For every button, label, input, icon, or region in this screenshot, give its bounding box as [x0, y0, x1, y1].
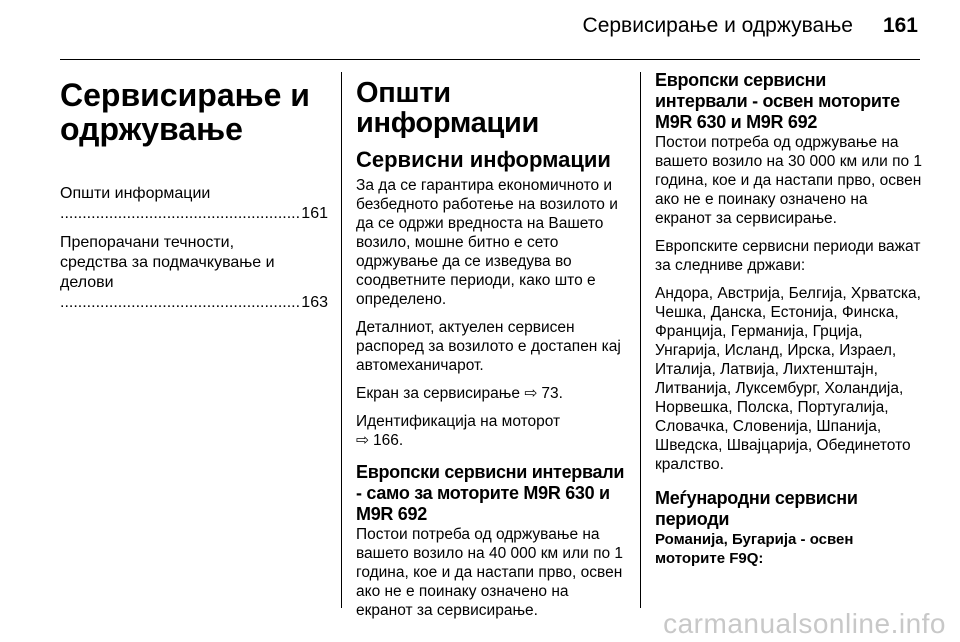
left-column — [60, 70, 328, 322]
watermark: carmanualsonline.info — [663, 608, 946, 639]
section-title: Општи информации — [356, 77, 540, 139]
paragraph: Постои потреба од одржување на вашето возило на 30 000 км или по 1 година, кое и да настапи прво, освен ако не е поинаку означено на екранот за сервисирање. — [655, 134, 923, 227]
toc-entry-page: 161 — [301, 205, 328, 222]
subsection-title: Сервисни информации — [356, 147, 611, 172]
paragraph-service-display-ref — [356, 384, 626, 403]
paragraph-engine-id-ref — [356, 412, 626, 450]
page-reference-link[interactable]: 166. — [373, 432, 404, 449]
heading-intervals-except-m9r: Европски сервисни интервали - освен моторите M9R 630 и M9R 692 — [655, 70, 900, 132]
paragraph: Европските сервисни периоди важат за следниве држави: — [655, 238, 921, 274]
ref-text: Идентификација на моторот — [356, 413, 561, 430]
heading-romania-bulgaria: Романија, Бугарија - освен моторите F9Q: — [655, 531, 854, 567]
paragraph: Постои потреба од одржување на вашето возило на 40 000 км или по 1 година, кое и да настапи прво, освен ако не е поинаку означено на екранот за сервисирање. — [356, 526, 624, 619]
right-column — [655, 70, 923, 568]
page-reference-link[interactable]: 73. — [541, 385, 563, 402]
ref-text: Екран за сервисирање — [356, 385, 521, 402]
arrow-icon: ⇨ — [524, 385, 538, 402]
paragraph: За да се гарантира економичното и безбедното работење на возилото и да се одржи вредноста на Вашето возило, мошне битно е сето одржување да се изведува во соодветните периоди, како што е определено. — [356, 177, 618, 308]
toc-entry-page: 163 — [301, 294, 328, 311]
heading-international-periods: Меѓународни сервисни периоди — [655, 488, 858, 529]
toc-entry-fluids[interactable] — [60, 233, 328, 313]
arrow-icon: ⇨ — [356, 432, 369, 449]
paragraph: Деталниот, актуелен сервисен распоред за возилото е достапен кај автомеханичарот. — [356, 319, 621, 374]
chapter-title: Сервисирање и одржување — [60, 77, 310, 147]
paragraph-country-list: Андора, Австрија, Белгија, Хрватска, Чешка, Данска, Естонија, Финска, Франција, Германија, Грција, Унгарија, Исланд, Ирска, Израел, Италија, Латвија, Лихтенштајн, Литванија, Луксембург, Холандија, Норвешка, Полска, Португалија, Словачка, Словенија, Шпанија, Шведска, Швајцарија, Обединетото кралство. — [655, 285, 921, 473]
toc-entry-general-info[interactable] — [60, 184, 328, 224]
column-divider-1 — [341, 72, 342, 608]
toc-entry-label: Препорачани течности, средства за подмачкување и делови ..... — [60, 233, 299, 313]
header-rule — [60, 59, 920, 60]
heading-intervals-only-m9r: Европски сервисни интервали - само за моторите M9R 630 и M9R 692 — [356, 462, 625, 524]
column-divider-2 — [640, 72, 641, 608]
page-number: 161 — [882, 14, 918, 37]
running-header — [583, 14, 918, 38]
running-header-title: Сервисирање и одржување — [582, 14, 853, 37]
middle-column — [356, 70, 626, 629]
toc-entry-label: Општи информации ..... — [60, 184, 299, 224]
